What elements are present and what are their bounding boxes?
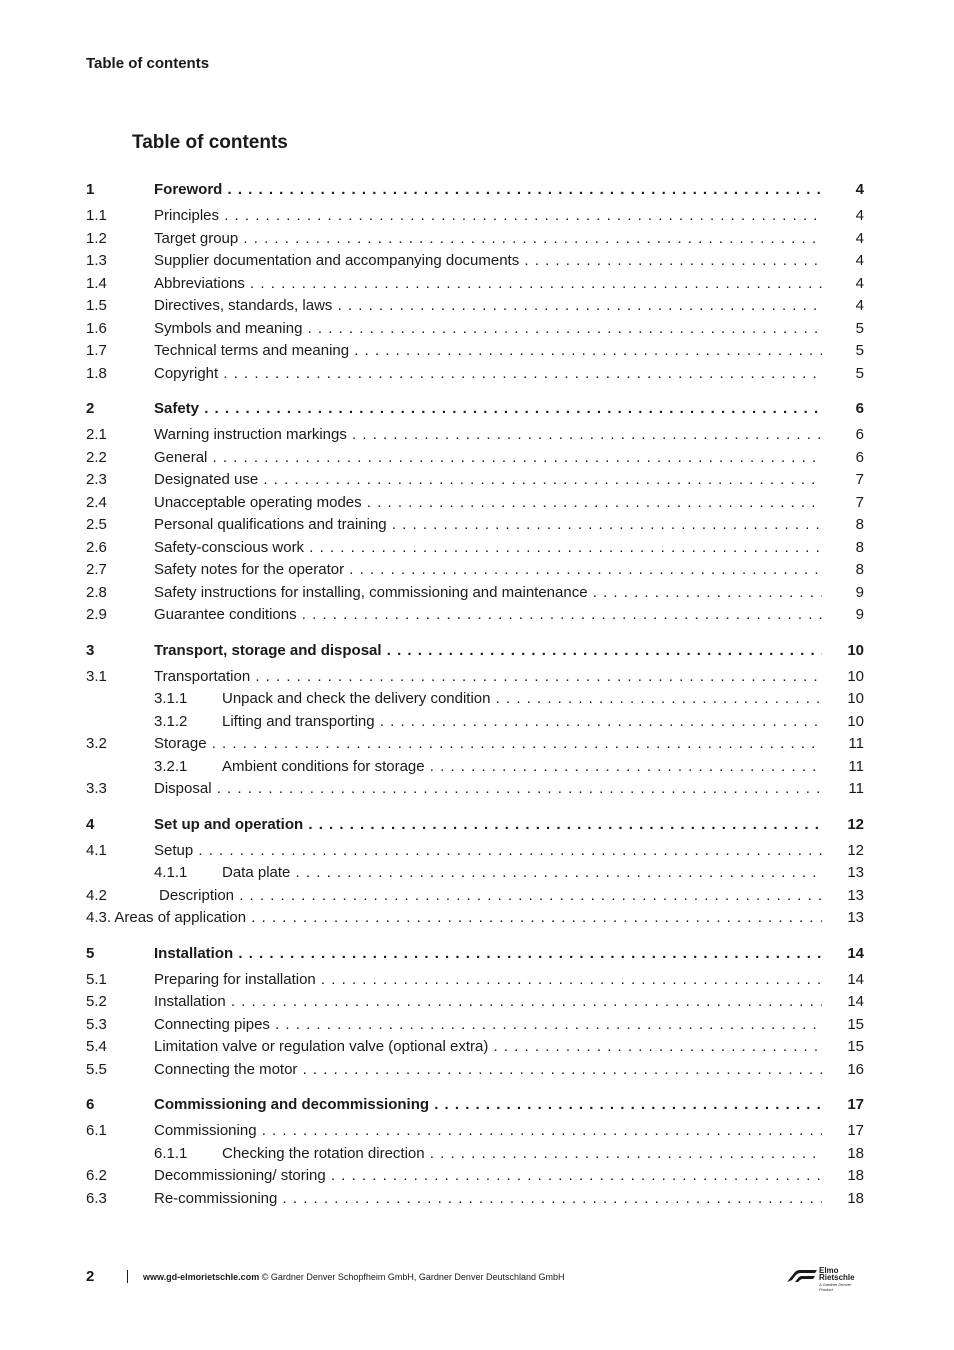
toc-entry-page: 5 [855, 364, 864, 382]
toc-section-entry[interactable] [86, 447, 864, 470]
toc-section-entry[interactable] [86, 295, 864, 318]
toc-section-entry[interactable] [86, 604, 864, 627]
toc-entry-title: Principles . . . [154, 207, 822, 224]
toc-entry-number: 2.7 [86, 561, 107, 578]
toc-entry-title: Set up and operation . . . [154, 816, 822, 833]
logo-text-elmo: Elmo [819, 1266, 839, 1275]
toc-entry-title: Safety notes for the operator . . . [154, 561, 822, 578]
toc-entry-page: 15 [847, 1038, 864, 1055]
toc-entry-number: 1.5 [86, 297, 107, 314]
toc-entry-title-wrap [154, 666, 822, 689]
toc-entry-title-wrap [154, 537, 822, 560]
toc-entry-page: 9 [855, 606, 864, 623]
toc-section-entry[interactable] [86, 1165, 864, 1188]
toc-entry-number: 2 [86, 400, 95, 417]
toc-section-entry[interactable] [86, 424, 864, 447]
toc-entry-page: 13 [847, 864, 864, 881]
toc-entry-page: 6 [855, 400, 864, 417]
toc-entry-title: Installation . . . [154, 993, 822, 1010]
toc-entry-title-wrap [154, 733, 822, 756]
toc-entry-number: 3.1.2 [154, 712, 188, 730]
toc-entry-page: 10 [847, 690, 864, 707]
toc-entry-title: Decommissioning/ storing . . . [154, 1167, 822, 1184]
toc-entry-number: 4.1 [86, 841, 107, 859]
toc-section-entry[interactable] [86, 1036, 864, 1059]
toc-entry-title-wrap [154, 514, 822, 537]
toc-entry-page: 4 [855, 229, 864, 247]
toc-section-entry[interactable] [86, 778, 864, 801]
toc-chapter-3 [86, 640, 864, 801]
toc-entry-title-wrap [154, 273, 822, 296]
toc-entry-title: Data plate . . . [222, 864, 822, 881]
toc-entry-number: 4 [86, 815, 95, 833]
toc-entry-number: 2.4 [86, 493, 107, 511]
toc-section-entry[interactable] [86, 250, 864, 273]
toc-entry-number: 2.1 [86, 426, 107, 443]
toc-entry-title-wrap [154, 179, 822, 202]
toc-entry-page: 4 [855, 207, 864, 224]
toc-entry-title-wrap [154, 492, 822, 515]
running-header: Table of contents [86, 55, 210, 72]
toc-entry-number: 3.2 [86, 735, 107, 752]
toc-entry-title-wrap [154, 991, 822, 1014]
toc-entry-title-wrap [154, 205, 822, 228]
toc-entry-number: 6.3 [86, 1189, 107, 1207]
page-footer [86, 1268, 866, 1292]
toc-section-entry[interactable] [86, 492, 864, 515]
toc-section-entry[interactable] [86, 205, 864, 228]
toc-entry-title: Personal qualifications and training . . . [154, 516, 822, 533]
toc-entry-page: 4 [855, 252, 864, 269]
toc-entry-number: 3 [86, 641, 95, 659]
toc-entry-page: 5 [855, 319, 864, 337]
toc-entry-page: 17 [847, 1122, 864, 1139]
toc-entry-number: 1.2 [86, 229, 107, 247]
toc-entry-title: Foreword . . . [154, 181, 822, 198]
toc-entry-title: Limitation valve or regulation valve (optional extra) . . . [154, 1038, 822, 1055]
toc-entry-page: 14 [847, 944, 864, 962]
toc-section-entry[interactable] [86, 666, 864, 689]
toc-chapter-entry[interactable] [86, 814, 864, 836]
toc-entry-number: 4.1.1 [154, 864, 188, 881]
toc-section-entry[interactable] [86, 537, 864, 560]
toc-entry-number: 1.1 [86, 207, 107, 224]
toc-entry-title: Checking the rotation direction . . . [222, 1145, 822, 1162]
footer-copyright: © Gardner Denver Schopfheim GmbH, Gardner Denver Deutschland GmbH [261, 1272, 565, 1282]
toc-entry-number: 5 [86, 944, 95, 962]
toc-entry-page: 8 [855, 516, 864, 533]
toc-section-entry[interactable] [86, 885, 864, 908]
toc-entry-title-wrap [222, 862, 822, 885]
toc-chapter-entry[interactable] [86, 1094, 864, 1116]
toc-entry-title: Abbreviations . . . [154, 275, 822, 292]
toc-entry-page: 10 [847, 641, 864, 659]
toc-section-entry[interactable] [86, 1014, 864, 1037]
toc-entry-number: 1.6 [86, 319, 107, 337]
toc-entry-page: 18 [847, 1167, 864, 1184]
toc-entry-title-wrap [154, 1165, 822, 1188]
toc-entry-title: Transport, storage and disposal . . . [154, 642, 822, 659]
toc-subsubsection-entry[interactable] [86, 1143, 864, 1166]
toc-entry-title: Commissioning . . . [154, 1122, 822, 1139]
toc-section-entry[interactable] [86, 991, 864, 1014]
logo-tagline: A Gardner Denver Product [819, 1282, 852, 1292]
toc-entry-title-wrap [154, 363, 822, 386]
toc-entry-title-wrap [154, 398, 822, 421]
toc-subsubsection-entry[interactable] [86, 756, 864, 779]
toc-section-entry[interactable] [86, 273, 864, 296]
toc-entry-title: Symbols and meaning . . . [154, 320, 822, 337]
toc-entry-title: Lifting and transporting . . . [222, 713, 822, 730]
toc-entry-title-wrap [154, 340, 822, 363]
toc-chapter-6 [86, 1094, 864, 1210]
toc-entry-title: Copyright . . . [154, 365, 822, 382]
toc-entry-title-wrap [154, 228, 822, 251]
toc-chapter-entry[interactable] [86, 640, 864, 662]
toc-entry-title-wrap [222, 711, 822, 734]
toc-entry-page: 7 [855, 471, 864, 488]
toc-entry-number: 1.7 [86, 342, 107, 359]
toc-entry-title-wrap [154, 1036, 822, 1059]
toc-entry-title: Installation . . . [154, 945, 822, 962]
toc-entry-title: Warning instruction markings . . . [154, 426, 822, 443]
toc-entry-page: 6 [855, 448, 864, 466]
toc-entry-title: Safety-conscious work . . . [154, 539, 822, 556]
toc-entry-title: Connecting pipes . . . [154, 1016, 822, 1033]
toc-entry-number: 3.3 [86, 780, 107, 797]
toc-entry-title-wrap [154, 250, 822, 273]
footer-divider [127, 1270, 128, 1283]
toc-entry-number: 1.8 [86, 364, 107, 382]
toc-entry-page: 7 [855, 493, 864, 511]
toc-entry-number: 2.3 [86, 471, 107, 488]
toc-entry-title-wrap [154, 1014, 822, 1037]
toc-entry-title: General . . . [154, 449, 822, 466]
toc-entry-page: 4 [855, 297, 864, 314]
toc-entry-page: 10 [847, 712, 864, 730]
toc-section-entry[interactable] [86, 228, 864, 251]
toc-entry-page: 16 [847, 1060, 864, 1078]
toc-chapter-entry[interactable] [86, 943, 864, 965]
table-of-contents [86, 179, 864, 1223]
footer-page-number: 2 [86, 1268, 95, 1285]
toc-entry-number: 6 [86, 1096, 95, 1113]
toc-chapter-5 [86, 943, 864, 1082]
toc-entry-title: Setup . . . [154, 842, 822, 859]
toc-section-entry[interactable] [86, 1059, 864, 1082]
toc-entry-title-wrap [154, 447, 822, 470]
toc-entry-page: 13 [847, 886, 864, 904]
toc-entry-number: 1 [86, 181, 95, 198]
toc-chapter-entry[interactable] [86, 179, 864, 201]
toc-entry-title: Description . . . [159, 887, 822, 904]
toc-section-entry[interactable] [86, 1188, 864, 1211]
toc-section-entry[interactable] [86, 840, 864, 863]
toc-entry-title: Safety . . . [154, 400, 822, 417]
toc-entry-title-wrap [154, 604, 822, 627]
toc-entry-title-wrap [86, 907, 822, 930]
toc-entry-title: Guarantee conditions . . . [154, 606, 822, 623]
toc-entry-title: 4.3. Areas of application . . . [86, 909, 822, 926]
toc-section-entry[interactable] [86, 469, 864, 492]
toc-entry-number: 5.3 [86, 1015, 107, 1033]
toc-section-entry[interactable] [86, 969, 864, 992]
elmo-rietschle-logo [786, 1266, 866, 1290]
toc-entry-number: 1.3 [86, 252, 107, 269]
toc-entry-title: Storage . . . [154, 735, 822, 752]
toc-entry-title: Re-commissioning . . . [154, 1190, 822, 1207]
toc-entry-page: 5 [855, 342, 864, 359]
toc-entry-title-wrap [154, 943, 822, 966]
toc-entry-page: 6 [855, 426, 864, 443]
toc-subsubsection-entry[interactable] [86, 862, 864, 885]
toc-chapter-entry[interactable] [86, 398, 864, 420]
toc-subsubsection-entry[interactable] [86, 688, 864, 711]
toc-entry-number: 5.4 [86, 1038, 107, 1055]
toc-entry-page: 11 [848, 757, 864, 775]
toc-entry-number: 6.2 [86, 1167, 107, 1184]
toc-entry-number: 5.2 [86, 993, 107, 1010]
toc-section-entry[interactable] [86, 733, 864, 756]
toc-section-entry[interactable] [86, 907, 864, 930]
toc-entry-number: 2.5 [86, 516, 107, 533]
toc-entry-number: 5.5 [86, 1060, 107, 1078]
toc-entry-number: 6.1 [86, 1122, 107, 1139]
toc-entry-title-wrap [154, 814, 822, 837]
toc-entry-number: 2.8 [86, 583, 107, 601]
toc-entry-title-wrap [154, 969, 822, 992]
toc-entry-title: Directives, standards, laws . . . [154, 297, 822, 314]
toc-entry-page: 8 [855, 561, 864, 578]
toc-entry-title-wrap [159, 885, 822, 908]
toc-entry-title-wrap [222, 1143, 822, 1166]
toc-entry-number: 1.4 [86, 274, 107, 292]
toc-subsubsection-entry[interactable] [86, 711, 864, 734]
toc-entry-title-wrap [222, 756, 822, 779]
toc-entry-page: 14 [847, 970, 864, 988]
toc-entry-title-wrap [154, 778, 822, 801]
toc-entry-page: 4 [855, 274, 864, 292]
toc-entry-title: Transportation . . . [154, 668, 822, 685]
toc-entry-title-wrap [154, 640, 822, 663]
toc-entry-title: Preparing for installation . . . [154, 971, 822, 988]
toc-entry-title-wrap [154, 1120, 822, 1143]
toc-entry-title-wrap [154, 559, 822, 582]
toc-entry-title: Target group . . . [154, 230, 822, 247]
toc-entry-title: Connecting the motor . . . [154, 1061, 822, 1078]
toc-section-entry[interactable] [86, 363, 864, 386]
toc-entry-number: 2.9 [86, 606, 107, 623]
toc-entry-title: Supplier documentation and accompanying documents . . . [154, 252, 822, 269]
toc-entry-page: 15 [847, 1015, 864, 1033]
toc-entry-page: 14 [847, 993, 864, 1010]
toc-entry-title-wrap [154, 1059, 822, 1082]
toc-entry-page: 17 [847, 1096, 864, 1113]
toc-section-entry[interactable] [86, 340, 864, 363]
toc-entry-number: 4.2 [86, 886, 107, 904]
toc-entry-title: Designated use . . . [154, 471, 822, 488]
toc-entry-title: Ambient conditions for storage . . . [222, 758, 822, 775]
toc-entry-number: 3.1 [86, 667, 107, 685]
toc-entry-title-wrap [154, 318, 822, 341]
toc-section-entry[interactable] [86, 559, 864, 582]
toc-entry-page: 13 [847, 909, 864, 926]
toc-entry-page: 12 [847, 841, 864, 859]
toc-entry-title: Commissioning and decommissioning . . . [154, 1096, 822, 1113]
toc-title: Table of contents [132, 132, 288, 153]
toc-entry-title: Technical terms and meaning . . . [154, 342, 822, 359]
toc-entry-number: 6.1.1 [154, 1144, 188, 1162]
toc-entry-title: Unacceptable operating modes . . . [154, 494, 822, 511]
footer-text [143, 1272, 564, 1282]
toc-chapter-4 [86, 814, 864, 930]
toc-entry-title-wrap [154, 840, 822, 863]
toc-entry-page: 9 [855, 583, 864, 601]
toc-entry-title-wrap [154, 582, 822, 605]
toc-entry-number: 2.6 [86, 538, 107, 556]
toc-entry-page: 4 [855, 181, 864, 198]
toc-section-entry[interactable] [86, 582, 864, 605]
toc-entry-title-wrap [154, 424, 822, 447]
toc-entry-title-wrap [154, 1188, 822, 1211]
toc-entry-page: 11 [848, 735, 864, 752]
toc-entry-page: 18 [847, 1144, 864, 1162]
toc-chapter-1 [86, 179, 864, 385]
toc-entry-number: 3.1.1 [154, 690, 188, 707]
logo-text-rietschle: Rietschle [819, 1273, 855, 1282]
footer-url[interactable]: www.gd-elmorietschle.com [143, 1272, 260, 1282]
toc-entry-page: 10 [847, 667, 864, 685]
toc-entry-number: 5.1 [86, 970, 107, 988]
toc-entry-title-wrap [154, 295, 822, 318]
toc-entry-title: Unpack and check the delivery condition . . . [222, 690, 822, 707]
toc-entry-title-wrap [154, 1094, 822, 1117]
toc-entry-title: Disposal . . . [154, 780, 822, 797]
toc-entry-page: 8 [855, 538, 864, 556]
toc-entry-page: 12 [847, 815, 864, 833]
toc-entry-page: 11 [848, 780, 864, 797]
toc-chapter-2 [86, 398, 864, 627]
toc-entry-title-wrap [222, 688, 822, 711]
toc-section-entry[interactable] [86, 514, 864, 537]
toc-entry-page: 18 [847, 1189, 864, 1207]
toc-entry-number: 3.2.1 [154, 757, 188, 775]
toc-section-entry[interactable] [86, 318, 864, 341]
swoosh-icon [786, 1269, 818, 1283]
toc-section-entry[interactable] [86, 1120, 864, 1143]
toc-entry-title-wrap [154, 469, 822, 492]
toc-entry-title: Safety instructions for installing, commissioning and maintenance . . . [154, 584, 822, 601]
toc-entry-number: 2.2 [86, 448, 107, 466]
